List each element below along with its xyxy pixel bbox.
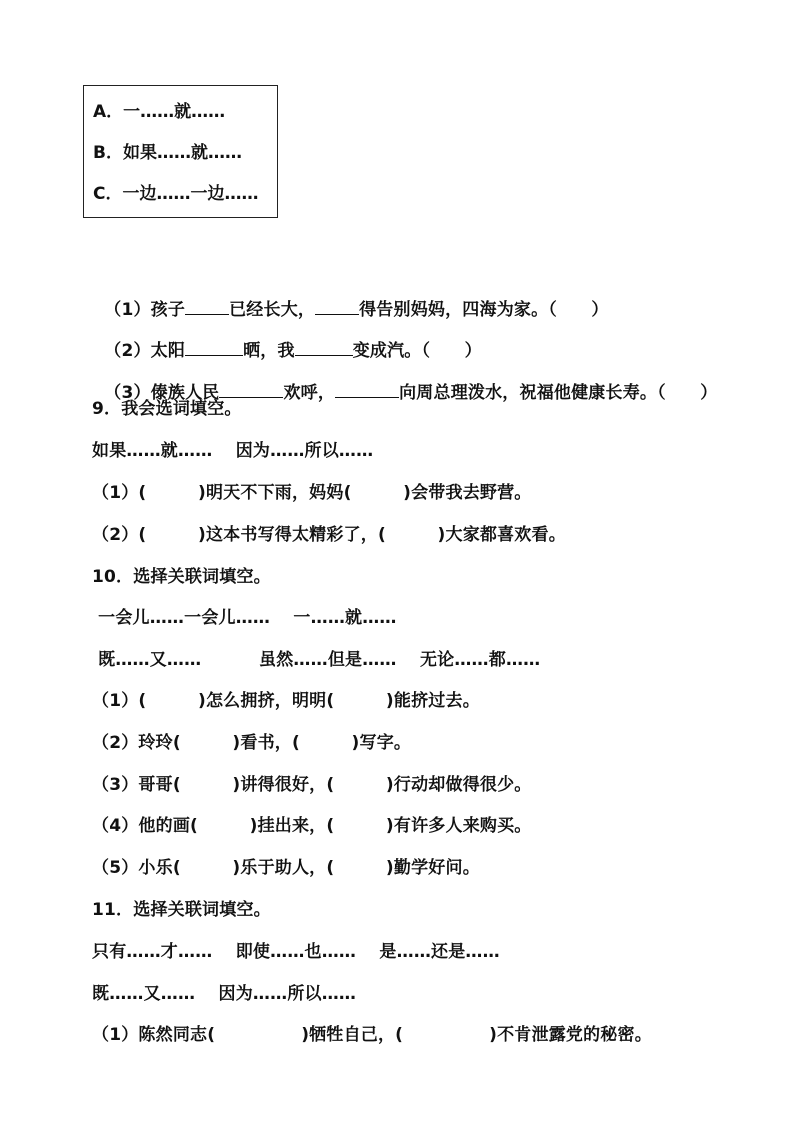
options-box	[83, 85, 278, 218]
option-a: A．一……就……	[93, 102, 226, 122]
q10-word-bank-1: 一会儿……一会儿…… 一……就……	[92, 608, 397, 628]
q8-s3-part1: （3）傣族人民	[104, 383, 220, 403]
q8-s1-part3: 得告别妈妈，四海为家。（ ）	[359, 300, 609, 320]
q9-sentence-1: （1）( )明天不下雨，妈妈( )会带我去野营。	[92, 483, 532, 503]
q8-s1-part1: （1）孩子	[104, 300, 186, 320]
q8-s2-part1: （2）太阳	[104, 341, 186, 361]
fill-blank[interactable]	[185, 337, 243, 356]
q10-sentence-5: （5）小乐( )乐于助人，( )勤学好问。	[92, 858, 480, 878]
q9-sentence-2: （2）( )这本书写得太精彩了，( )大家都喜欢看。	[92, 525, 566, 545]
q8-s3-part2: 欢呼，	[283, 383, 336, 403]
q11-word-bank-2: 既……又…… 因为……所以……	[92, 984, 357, 1004]
q10-sentence-2: （2）玲玲( )看书，( )写字。	[92, 733, 412, 753]
option-c: C．一边……一边……	[93, 184, 259, 204]
q10-sentence-1: （1）( )怎么拥挤，明明( )能挤过去。	[92, 691, 480, 711]
q10-heading: 10．选择关联词填空。	[92, 567, 271, 587]
q9-heading: 9．我会选词填空。	[92, 399, 242, 419]
q10-word-bank-2: 既……又…… 虽然……但是…… 无论……都……	[92, 650, 541, 670]
q11-sentence-1: （1）陈然同志( )牺牲自己，( )不肯泄露党的秘密。	[92, 1025, 652, 1045]
option-b: B．如果……就……	[93, 143, 242, 163]
q11-word-bank-1: 只有……才…… 即使……也…… 是……还是……	[92, 942, 500, 962]
fill-blank[interactable]	[335, 379, 399, 398]
q8-s2-part2: 晒，我	[243, 341, 295, 361]
q10-sentence-3: （3）哥哥( )讲得很好，( )行动却做得很少。	[92, 775, 532, 795]
q9-word-bank: 如果……就…… 因为……所以……	[92, 441, 374, 461]
q8-s3-part3: 向周总理泼水，祝福他健康长寿。（ ）	[399, 383, 718, 403]
q11-heading: 11．选择关联词填空。	[92, 900, 271, 920]
fill-blank[interactable]	[295, 337, 353, 356]
fill-blank[interactable]	[219, 379, 283, 398]
q10-sentence-4: （4）他的画( )挂出来，( )有许多人来购买。	[92, 816, 532, 836]
q8-s2-part3: 变成汽。（ ）	[352, 341, 482, 361]
q8-s1-part2: 已经长大，	[229, 300, 316, 320]
